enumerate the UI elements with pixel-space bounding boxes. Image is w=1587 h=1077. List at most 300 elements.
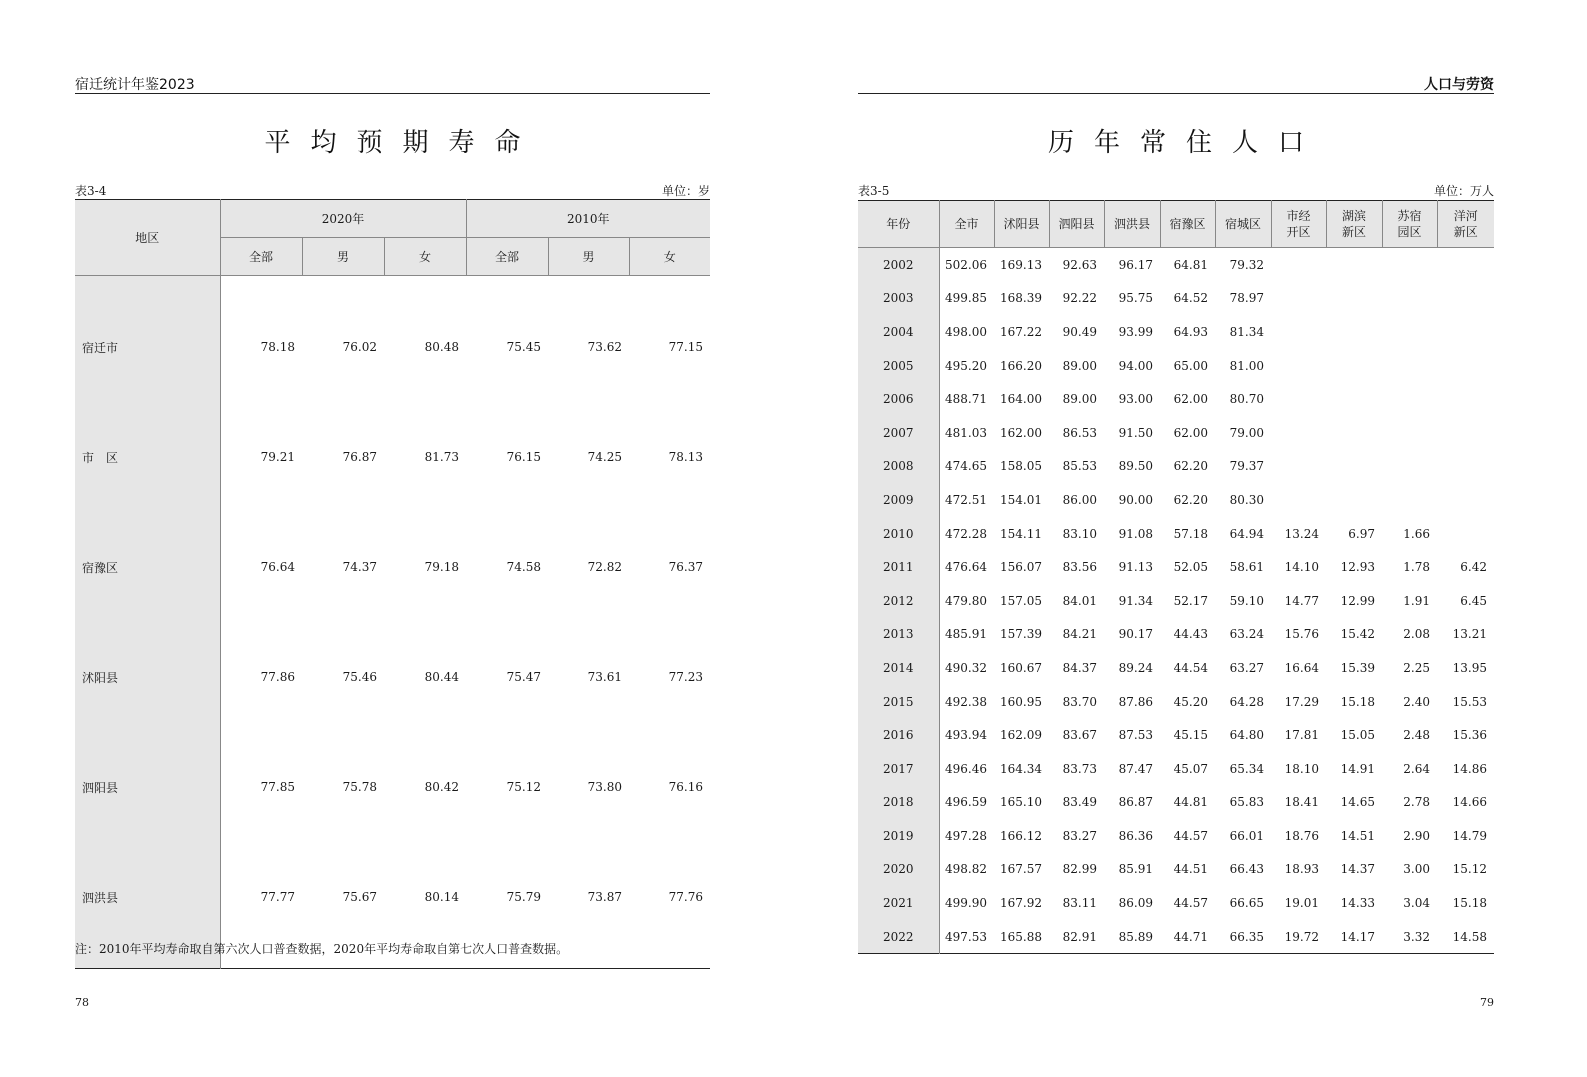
table-row xyxy=(858,349,1494,383)
population-value: 86.87 xyxy=(1118,795,1153,810)
page-title-left: 平均预期寿命 xyxy=(264,128,541,158)
population-value xyxy=(1437,315,1494,349)
population-value: 13.21 xyxy=(1452,627,1487,642)
population-value: 168.39 xyxy=(1000,291,1042,306)
population-value: 158.05 xyxy=(1000,459,1042,474)
column-header-sub: 全部 xyxy=(466,238,548,276)
population-value: 90.49 xyxy=(1062,324,1097,339)
population-value: 89.00 xyxy=(1062,392,1097,407)
population-value: 57.18 xyxy=(1173,526,1208,541)
population-value: 154.11 xyxy=(1000,526,1042,541)
population-value: 3.32 xyxy=(1403,929,1430,944)
population-value xyxy=(1437,248,1494,282)
population-value: 498.00 xyxy=(945,324,987,339)
column-header-sub: 全部 xyxy=(220,238,302,276)
year-cell: 2011 xyxy=(858,550,939,584)
population-value: 2.48 xyxy=(1403,728,1430,743)
population-value: 1.66 xyxy=(1403,526,1430,541)
population-value: 166.20 xyxy=(1000,358,1042,373)
population-value: 66.01 xyxy=(1229,828,1264,843)
population-value xyxy=(1326,282,1382,316)
life-expectancy-value: 73.80 xyxy=(587,780,622,794)
column-header xyxy=(1215,201,1271,248)
column-header-sub: 女 xyxy=(384,238,466,276)
population-value: 89.24 xyxy=(1118,660,1153,675)
life-expectancy-value: 78.13 xyxy=(668,450,704,464)
population-value: 94.00 xyxy=(1118,358,1153,373)
column-header-line: 宿豫区 xyxy=(1169,217,1206,231)
population-value: 495.20 xyxy=(945,358,987,373)
population-value: 80.30 xyxy=(1229,492,1264,507)
year-cell: 2002 xyxy=(858,248,939,282)
population-value xyxy=(1382,416,1437,450)
column-header-region: 地区 xyxy=(75,200,220,276)
table-row xyxy=(858,416,1494,450)
table-row xyxy=(75,842,710,952)
life-expectancy-value: 77.85 xyxy=(260,780,295,794)
population-value: 65.34 xyxy=(1229,761,1264,776)
life-expectancy-value: 75.46 xyxy=(342,670,377,684)
year-cell: 2005 xyxy=(858,349,939,383)
table-row xyxy=(858,718,1494,752)
population-value: 96.17 xyxy=(1118,257,1153,272)
population-value: 502.06 xyxy=(945,257,987,272)
population-value xyxy=(1271,349,1326,383)
life-expectancy-value: 80.44 xyxy=(424,670,459,684)
table-row xyxy=(858,517,1494,551)
population-value: 164.34 xyxy=(1000,761,1042,776)
column-header xyxy=(1437,201,1494,248)
population-value: 154.01 xyxy=(1000,492,1042,507)
header-rule-right xyxy=(858,93,1494,94)
population-value: 157.39 xyxy=(1000,627,1042,642)
table-note: 注：2010年平均寿命取自第六次人口普查数据，2020年平均寿命取自第七次人口普查数据。 xyxy=(75,942,569,956)
region-name: 宿迁市 xyxy=(75,292,220,402)
year-cell: 2015 xyxy=(858,685,939,719)
column-header xyxy=(1049,201,1104,248)
life-expectancy-value: 77.86 xyxy=(260,670,295,684)
population-value: 17.81 xyxy=(1284,728,1319,743)
header-rule-left xyxy=(75,93,710,94)
page-number-left: 78 xyxy=(75,996,89,1009)
population-value: 485.91 xyxy=(945,627,987,642)
population-value: 93.99 xyxy=(1118,324,1153,339)
population-value xyxy=(1271,282,1326,316)
population-value: 13.95 xyxy=(1452,660,1487,675)
life-expectancy-value: 79.21 xyxy=(260,450,295,464)
population-value xyxy=(1271,382,1326,416)
table-row xyxy=(858,853,1494,887)
year-cell: 2003 xyxy=(858,282,939,316)
year-cell: 2006 xyxy=(858,382,939,416)
table-row xyxy=(75,512,710,622)
resident-population-table xyxy=(858,200,1494,954)
page-title-right: 历年常住人口 xyxy=(1047,128,1324,158)
life-table-body xyxy=(75,276,710,969)
population-value xyxy=(1326,382,1382,416)
population-value: 499.85 xyxy=(945,291,987,306)
life-expectancy-value: 74.37 xyxy=(342,560,377,574)
population-value: 18.93 xyxy=(1284,862,1319,877)
population-value: 90.17 xyxy=(1118,627,1153,642)
population-value xyxy=(1382,450,1437,484)
population-value: 62.00 xyxy=(1173,392,1208,407)
column-header-sub: 男 xyxy=(302,238,384,276)
population-value: 6.42 xyxy=(1460,560,1487,575)
table-row xyxy=(858,752,1494,786)
population-value: 82.99 xyxy=(1062,862,1097,877)
population-value: 15.18 xyxy=(1340,694,1375,709)
year-cell: 2016 xyxy=(858,718,939,752)
population-value: 45.07 xyxy=(1173,761,1208,776)
population-value: 499.90 xyxy=(945,896,987,911)
population-value: 2.64 xyxy=(1403,761,1430,776)
population-value xyxy=(1437,517,1494,551)
table-row xyxy=(858,920,1494,954)
population-value: 83.56 xyxy=(1062,560,1097,575)
population-value: 15.53 xyxy=(1452,694,1487,709)
year-cell: 2021 xyxy=(858,886,939,920)
population-value: 492.38 xyxy=(945,694,987,709)
table-number-right: 表3-5 xyxy=(858,184,890,198)
population-value: 14.37 xyxy=(1340,862,1375,877)
year-cell: 2012 xyxy=(858,584,939,618)
population-value: 167.22 xyxy=(1000,324,1042,339)
population-value: 18.10 xyxy=(1284,761,1319,776)
population-value: 15.39 xyxy=(1340,660,1375,675)
population-value: 83.27 xyxy=(1062,828,1097,843)
population-value: 44.57 xyxy=(1173,896,1208,911)
population-value: 86.09 xyxy=(1118,896,1153,911)
life-expectancy-value: 80.42 xyxy=(424,780,459,794)
life-expectancy-value: 76.87 xyxy=(342,450,377,464)
population-value: 64.52 xyxy=(1173,291,1208,306)
population-value xyxy=(1326,416,1382,450)
population-value: 19.01 xyxy=(1284,896,1319,911)
population-value: 83.10 xyxy=(1062,526,1097,541)
population-value xyxy=(1271,248,1326,282)
column-header xyxy=(1382,201,1437,248)
population-value: 6.97 xyxy=(1348,526,1375,541)
life-expectancy-value: 75.45 xyxy=(506,340,541,354)
population-value: 83.11 xyxy=(1062,896,1097,911)
population-value: 89.50 xyxy=(1118,459,1153,474)
population-value: 12.99 xyxy=(1340,593,1375,608)
population-value: 92.22 xyxy=(1062,291,1097,306)
life-expectancy-value: 72.82 xyxy=(587,560,622,574)
population-value xyxy=(1271,416,1326,450)
population-value xyxy=(1437,483,1494,517)
table-row xyxy=(858,685,1494,719)
population-value: 2.40 xyxy=(1403,694,1430,709)
population-value: 14.10 xyxy=(1284,560,1319,575)
table-row xyxy=(75,402,710,512)
population-value: 14.66 xyxy=(1452,795,1487,810)
population-value: 64.94 xyxy=(1229,526,1264,541)
table-row xyxy=(75,732,710,842)
population-value: 83.70 xyxy=(1062,694,1097,709)
population-value: 15.18 xyxy=(1452,896,1487,911)
population-value: 89.00 xyxy=(1062,358,1097,373)
table-unit-right: 单位：万人 xyxy=(1433,184,1494,198)
population-value: 497.53 xyxy=(945,929,987,944)
population-value: 474.65 xyxy=(945,459,987,474)
population-value: 64.81 xyxy=(1173,257,1208,272)
population-value: 12.93 xyxy=(1340,560,1375,575)
spacer-cell xyxy=(220,276,302,293)
column-header-line: 泗阳县 xyxy=(1058,217,1095,231)
population-value: 44.81 xyxy=(1173,795,1208,810)
population-value: 14.86 xyxy=(1452,761,1487,776)
population-value: 164.00 xyxy=(1000,392,1042,407)
population-value xyxy=(1271,450,1326,484)
year-cell: 2009 xyxy=(858,483,939,517)
year-cell: 2018 xyxy=(858,786,939,820)
population-value: 1.91 xyxy=(1403,593,1430,608)
population-value: 62.00 xyxy=(1173,425,1208,440)
life-expectancy-value: 75.47 xyxy=(506,670,541,684)
life-expectancy-value: 75.67 xyxy=(342,890,377,904)
population-value: 65.83 xyxy=(1229,795,1264,810)
region-name: 市 区 xyxy=(75,402,220,512)
population-value: 91.50 xyxy=(1118,425,1153,440)
population-value: 79.00 xyxy=(1229,425,1264,440)
table-number-left: 表3-4 xyxy=(75,184,107,198)
population-value: 493.94 xyxy=(945,728,987,743)
life-expectancy-value: 80.48 xyxy=(424,340,459,354)
running-head-left: 宿迁统计年鉴2023 xyxy=(75,77,195,93)
population-value: 85.89 xyxy=(1118,929,1153,944)
population-value: 16.64 xyxy=(1284,660,1319,675)
year-cell: 2007 xyxy=(858,416,939,450)
population-value: 160.95 xyxy=(1000,694,1042,709)
population-value: 86.36 xyxy=(1118,828,1153,843)
year-cell: 2013 xyxy=(858,618,939,652)
population-value: 64.28 xyxy=(1229,694,1264,709)
population-value: 2.25 xyxy=(1403,660,1430,675)
population-value: 80.70 xyxy=(1229,392,1264,407)
column-header-line: 湖滨 xyxy=(1341,209,1366,223)
population-value: 157.05 xyxy=(1000,593,1042,608)
life-expectancy-value: 75.12 xyxy=(506,780,541,794)
population-value: 14.65 xyxy=(1340,795,1375,810)
table-row xyxy=(858,248,1494,282)
population-value: 167.57 xyxy=(1000,862,1042,877)
life-expectancy-value: 76.16 xyxy=(668,780,704,794)
population-value: 15.76 xyxy=(1284,627,1319,642)
population-value: 488.71 xyxy=(945,392,987,407)
spacer-cell xyxy=(629,952,710,969)
population-value: 84.01 xyxy=(1062,593,1097,608)
population-value: 14.77 xyxy=(1284,593,1319,608)
population-value: 95.75 xyxy=(1118,291,1153,306)
population-value: 59.10 xyxy=(1229,593,1264,608)
table-row xyxy=(858,550,1494,584)
population-value xyxy=(1326,450,1382,484)
population-value xyxy=(1437,416,1494,450)
column-header-line: 园区 xyxy=(1397,225,1422,239)
year-cell: 2017 xyxy=(858,752,939,786)
population-value: 2.78 xyxy=(1403,795,1430,810)
population-value: 81.34 xyxy=(1229,324,1264,339)
population-value xyxy=(1382,282,1437,316)
column-header-line: 洋河 xyxy=(1453,209,1478,223)
table-row xyxy=(858,282,1494,316)
population-value: 64.80 xyxy=(1229,728,1264,743)
year-cell: 2004 xyxy=(858,315,939,349)
population-value: 45.20 xyxy=(1173,694,1208,709)
column-header-line: 年份 xyxy=(886,217,911,231)
population-value: 52.05 xyxy=(1173,560,1208,575)
population-value: 83.49 xyxy=(1062,795,1097,810)
life-expectancy-value: 76.02 xyxy=(342,340,377,354)
population-value: 44.57 xyxy=(1173,828,1208,843)
column-header-line: 宿城区 xyxy=(1224,217,1261,231)
column-header xyxy=(1160,201,1215,248)
population-value xyxy=(1382,349,1437,383)
population-value: 79.32 xyxy=(1229,257,1264,272)
population-value: 85.91 xyxy=(1118,862,1153,877)
population-value: 84.37 xyxy=(1062,660,1097,675)
column-header-sub: 女 xyxy=(629,238,710,276)
population-value: 476.64 xyxy=(945,560,987,575)
population-value: 90.00 xyxy=(1118,492,1153,507)
running-head-right: 人口与劳资 xyxy=(1424,77,1494,93)
year-cell: 2019 xyxy=(858,819,939,853)
table-row xyxy=(858,618,1494,652)
column-header xyxy=(1104,201,1160,248)
population-value: 63.27 xyxy=(1229,660,1264,675)
population-value: 81.00 xyxy=(1229,358,1264,373)
column-header-line: 泗洪县 xyxy=(1113,217,1150,231)
population-value: 2.90 xyxy=(1403,828,1430,843)
column-header-line: 全市 xyxy=(954,217,979,231)
column-header-line: 苏宿 xyxy=(1397,209,1422,223)
life-expectancy-value: 78.18 xyxy=(260,340,295,354)
column-header xyxy=(994,201,1049,248)
population-value: 14.17 xyxy=(1340,929,1375,944)
population-value: 14.79 xyxy=(1452,828,1487,843)
column-header xyxy=(858,201,939,248)
population-value: 52.17 xyxy=(1173,593,1208,608)
population-value: 3.04 xyxy=(1403,896,1430,911)
population-value: 66.43 xyxy=(1229,862,1264,877)
life-expectancy-value: 74.25 xyxy=(587,450,622,464)
column-header xyxy=(1326,201,1382,248)
life-expectancy-value: 76.64 xyxy=(260,560,295,574)
life-expectancy-value: 74.58 xyxy=(506,560,541,574)
column-group-2010: 2010年 xyxy=(466,200,710,238)
population-value: 14.51 xyxy=(1340,828,1375,843)
life-expectancy-value: 80.14 xyxy=(424,890,459,904)
population-value: 91.08 xyxy=(1118,526,1153,541)
population-value: 62.20 xyxy=(1173,459,1208,474)
population-value xyxy=(1382,315,1437,349)
year-cell: 2022 xyxy=(858,920,939,954)
population-value: 83.73 xyxy=(1062,761,1097,776)
life-expectancy-value: 79.18 xyxy=(424,560,459,574)
population-value: 79.37 xyxy=(1229,459,1264,474)
population-value: 83.67 xyxy=(1062,728,1097,743)
region-name: 泗洪县 xyxy=(75,842,220,952)
population-value: 479.80 xyxy=(945,593,987,608)
population-value xyxy=(1382,382,1437,416)
population-value: 62.20 xyxy=(1173,492,1208,507)
table-row xyxy=(75,622,710,732)
population-value: 496.59 xyxy=(945,795,987,810)
population-value: 86.00 xyxy=(1062,492,1097,507)
population-value: 92.63 xyxy=(1062,257,1097,272)
population-value: 3.00 xyxy=(1403,862,1430,877)
population-header-row xyxy=(858,201,1494,248)
column-header-line: 新区 xyxy=(1341,225,1366,239)
population-value: 14.91 xyxy=(1340,761,1375,776)
spacer-cell xyxy=(629,276,710,293)
population-value: 15.12 xyxy=(1452,862,1487,877)
population-value: 496.46 xyxy=(945,761,987,776)
table-row xyxy=(858,315,1494,349)
column-group-2020: 2020年 xyxy=(220,200,466,238)
population-value: 15.42 xyxy=(1340,627,1375,642)
population-value: 58.61 xyxy=(1229,560,1264,575)
life-expectancy-value: 81.73 xyxy=(424,450,459,464)
table-row xyxy=(858,651,1494,685)
column-header-line: 开区 xyxy=(1286,225,1311,239)
population-value: 78.97 xyxy=(1229,291,1264,306)
table-unit-left: 单位：岁 xyxy=(661,184,710,198)
population-value xyxy=(1271,315,1326,349)
left-page xyxy=(0,0,790,1077)
region-name: 沭阳县 xyxy=(75,622,220,732)
population-value: 6.45 xyxy=(1460,593,1487,608)
population-value: 19.72 xyxy=(1284,929,1319,944)
spacer-cell xyxy=(75,276,220,293)
table-row xyxy=(858,450,1494,484)
life-expectancy-table xyxy=(75,199,710,969)
population-value: 162.09 xyxy=(1000,728,1042,743)
table-row xyxy=(858,584,1494,618)
population-value: 44.51 xyxy=(1173,862,1208,877)
population-value xyxy=(1437,450,1494,484)
population-value: 87.86 xyxy=(1118,694,1153,709)
population-value xyxy=(1437,282,1494,316)
population-value: 66.35 xyxy=(1229,929,1264,944)
population-value: 14.58 xyxy=(1452,929,1487,944)
population-value: 64.93 xyxy=(1173,324,1208,339)
year-cell: 2008 xyxy=(858,450,939,484)
population-value: 166.12 xyxy=(1000,828,1042,843)
population-value: 13.24 xyxy=(1284,526,1319,541)
table-row xyxy=(858,382,1494,416)
population-value: 497.28 xyxy=(945,828,987,843)
table-row xyxy=(858,819,1494,853)
column-header-line: 沭阳县 xyxy=(1003,217,1040,231)
population-value: 156.07 xyxy=(1000,560,1042,575)
population-table-body xyxy=(858,248,1494,954)
life-expectancy-value: 77.76 xyxy=(668,890,704,904)
population-value: 18.41 xyxy=(1284,795,1319,810)
population-value xyxy=(1382,248,1437,282)
population-value: 490.32 xyxy=(945,660,987,675)
life-expectancy-value: 75.78 xyxy=(342,780,377,794)
population-value: 45.15 xyxy=(1173,728,1208,743)
population-value: 65.00 xyxy=(1173,358,1208,373)
population-value: 167.92 xyxy=(1000,896,1042,911)
table-row xyxy=(858,886,1494,920)
column-header-sub: 男 xyxy=(548,238,629,276)
population-value: 44.43 xyxy=(1173,627,1208,642)
population-value: 18.76 xyxy=(1284,828,1319,843)
